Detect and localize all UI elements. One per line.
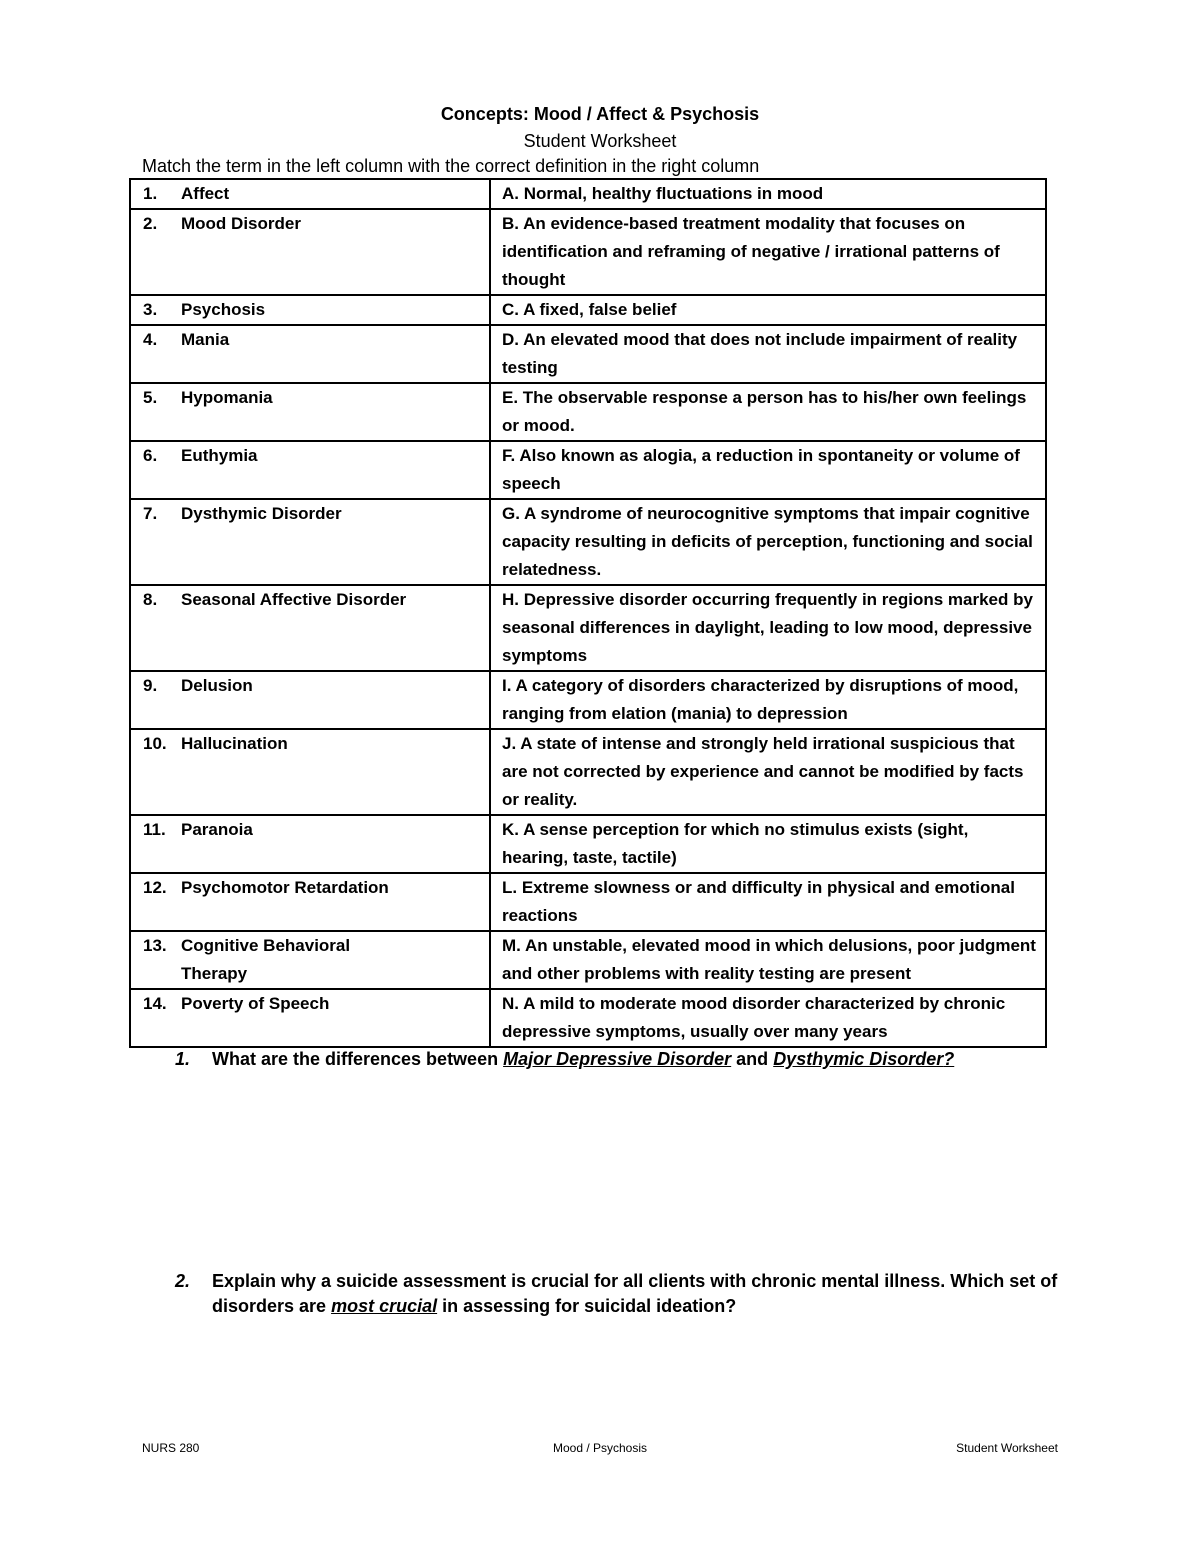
term-cell [130, 931, 490, 989]
table-row [130, 441, 1046, 499]
term-number: 2. [143, 214, 158, 233]
term-label: Hallucination [181, 734, 288, 753]
table-row [130, 499, 1046, 585]
term-cell [130, 729, 490, 815]
definition-cell: L. Extreme slowness or and difficulty in physical and emotional reactions [490, 873, 1046, 931]
table-row [130, 873, 1046, 931]
term-number: 8. [143, 590, 158, 609]
term-number: 11. [143, 820, 166, 839]
term-label: Hypomania [181, 388, 273, 407]
term-cell [130, 209, 490, 295]
definition-cell: A. Normal, healthy fluctuations in mood [490, 179, 1046, 209]
term-label: Mania [181, 330, 230, 349]
term-major-depressive-disorder: Major Depressive Disorder [503, 1049, 732, 1069]
term-number: 3. [143, 300, 158, 319]
table-row [130, 383, 1046, 441]
term-dysthymic-disorder: Dysthymic Disorder [773, 1049, 944, 1069]
question-2-number: 2. [175, 1271, 191, 1291]
definition-cell: C. A fixed, false belief [490, 295, 1046, 325]
term-cell [130, 295, 490, 325]
question-2 [175, 1269, 1075, 1319]
term-number: 9. [143, 676, 158, 695]
table-row [130, 931, 1046, 989]
table-row [130, 815, 1046, 873]
term-cell [130, 179, 490, 209]
term-number: 14. [143, 994, 167, 1013]
term-number: 7. [143, 504, 158, 523]
table-row [130, 179, 1046, 209]
term-number: 13. [143, 936, 167, 955]
term-number: 1. [143, 184, 158, 203]
term-cell [130, 873, 490, 931]
definition-cell: N. A mild to moderate mood disorder characterized by chronic depressive symptoms, usually over many years [490, 989, 1046, 1047]
term-label: Seasonal Affective Disorder [181, 590, 407, 609]
term-label: Delusion [181, 676, 253, 695]
table-row [130, 671, 1046, 729]
term-label: Mood Disorder [181, 214, 301, 233]
definition-cell: M. An unstable, elevated mood in which delusions, poor judgment and other problems with reality testing are present [490, 931, 1046, 989]
term-cell [130, 815, 490, 873]
term-cell [130, 383, 490, 441]
table-row [130, 585, 1046, 671]
term-label: Euthymia [181, 446, 258, 465]
question-2-text: Explain why a suicide assessment is crucial for all clients with chronic mental illness. Which set of disorders are most crucial in assessing for suicidal ideation? [212, 1271, 1058, 1316]
table-row [130, 989, 1046, 1047]
definition-cell: K. A sense perception for which no stimulus exists (sight, hearing, taste, tactile) [490, 815, 1046, 873]
term-number: 5. [143, 388, 158, 407]
term-number: 10. [143, 734, 167, 753]
definition-cell: D. An elevated mood that does not include impairment of reality testing [490, 325, 1046, 383]
term-number: 12. [143, 878, 167, 897]
definition-cell: B. An evidence-based treatment modality that focuses on identification and reframing of negative / irrational patterns of thought [490, 209, 1046, 295]
table-row [130, 209, 1046, 295]
table-row [130, 295, 1046, 325]
term-label: Affect [181, 184, 230, 203]
term-label: Paranoia [181, 820, 253, 839]
definition-cell: J. A state of intense and strongly held irrational suspicious that are not corrected by experience and cannot be modified by facts or reality. [490, 729, 1046, 815]
definition-cell: I. A category of disorders characterized by disruptions of mood, ranging from elation (mania) to depression [490, 671, 1046, 729]
footer-course: NURS 280 [142, 1441, 200, 1455]
footer-topic: Mood / Psychosis [552, 1441, 648, 1455]
matching-table [129, 178, 1047, 1048]
term-label: Cognitive Behavioral Therapy [181, 936, 351, 983]
question-1-text: What are the differences between Major Depressive Disorder and Dysthymic Disorder? [212, 1049, 955, 1069]
term-cell [130, 585, 490, 671]
term-number: 6. [143, 446, 158, 465]
definition-cell: H. Depressive disorder occurring frequently in regions marked by seasonal differences in daylight, leading to low mood, depressive symptoms [490, 585, 1046, 671]
instructions-text: Match the term in the left column with the correct definition in the right column [142, 156, 760, 176]
question-1 [175, 1047, 954, 1072]
term-number: 4. [143, 330, 158, 349]
term-label: Dysthymic Disorder [181, 504, 342, 523]
definition-cell: G. A syndrome of neurocognitive symptoms that impair cognitive capacity resulting in deficits of perception, functioning and social relatedness. [490, 499, 1046, 585]
term-cell [130, 441, 490, 499]
term-cell [130, 989, 490, 1047]
term-most-crucial: most crucial [331, 1296, 438, 1316]
page-subtitle: Student Worksheet [523, 131, 677, 151]
term-label: Psychosis [181, 300, 266, 319]
definition-cell: F. Also known as alogia, a reduction in spontaneity or volume of speech [490, 441, 1046, 499]
term-label: Poverty of Speech [181, 994, 330, 1013]
page-title: Concepts: Mood / Affect & Psychosis [440, 104, 760, 124]
definition-cell: E. The observable response a person has to his/her own feelings or mood. [490, 383, 1046, 441]
term-label: Psychomotor Retardation [181, 878, 389, 897]
term-cell [130, 325, 490, 383]
table-row [130, 325, 1046, 383]
footer-doc-type: Student Worksheet [956, 1441, 1058, 1455]
term-cell [130, 671, 490, 729]
term-cell [130, 499, 490, 585]
question-1-number: 1. [175, 1049, 191, 1069]
table-row [130, 729, 1046, 815]
